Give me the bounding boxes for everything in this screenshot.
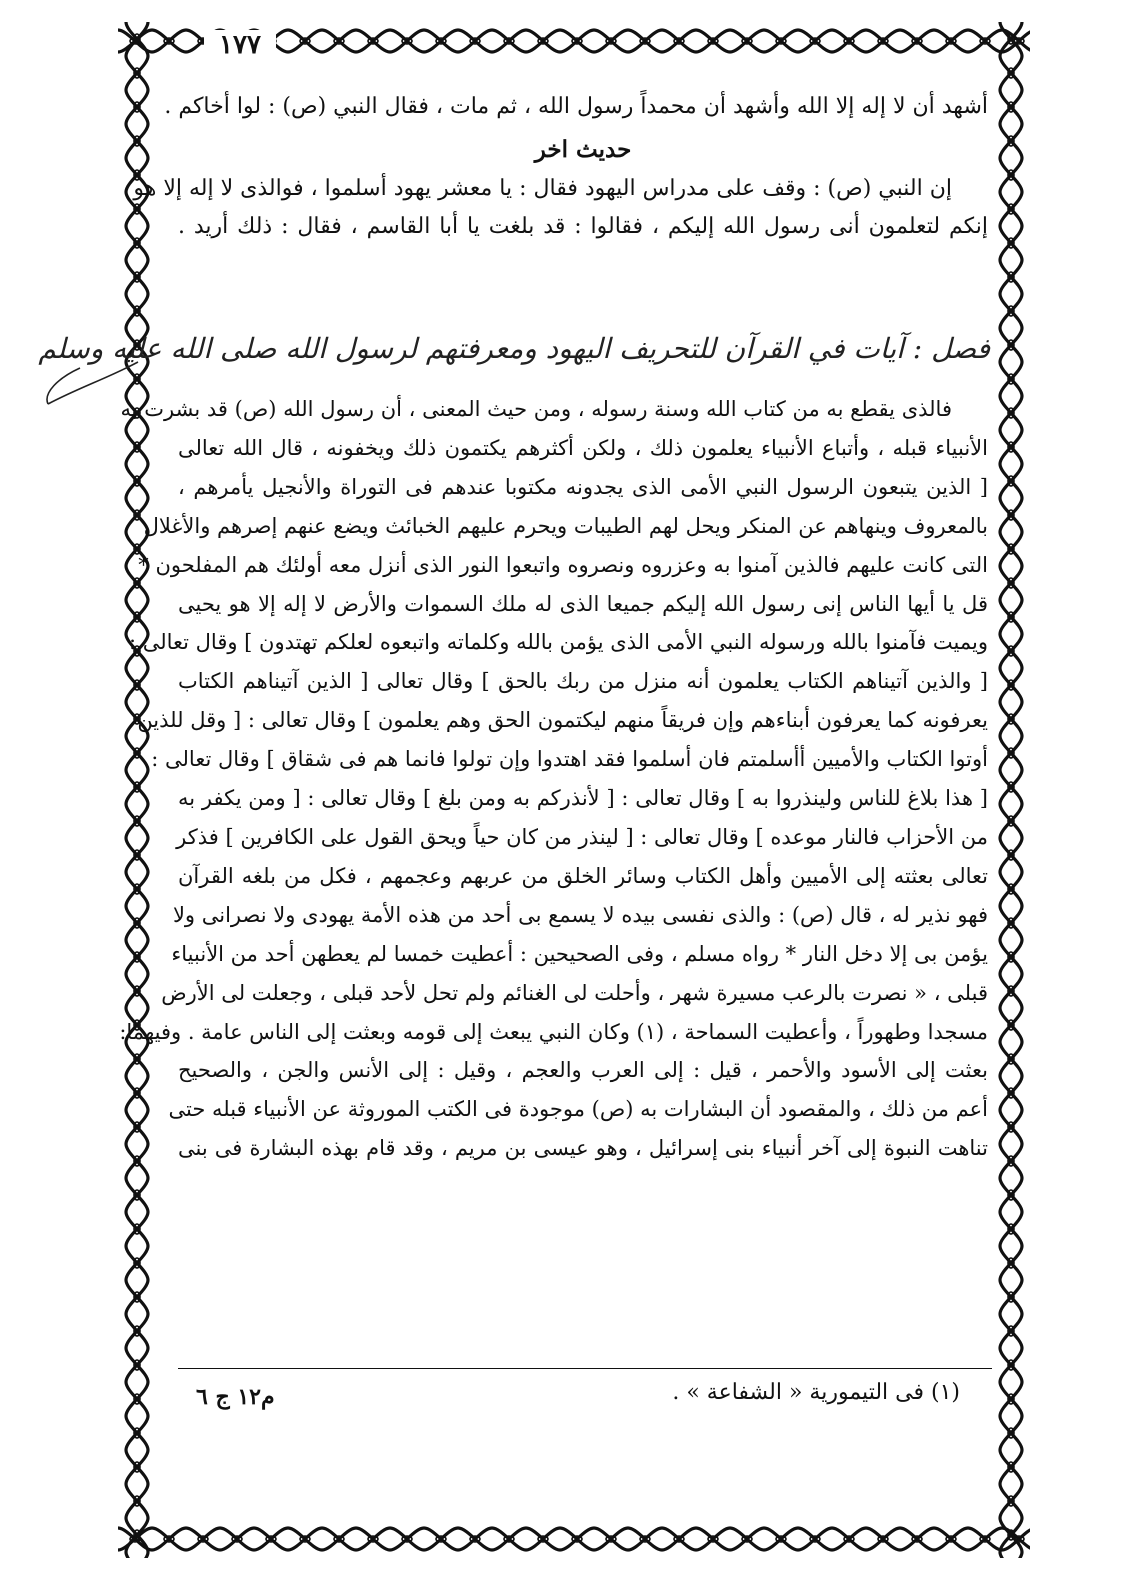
page-top-text [133,88,988,246]
body-line: مسجدا وطهوراً ، وأعطيت السماحة ، (١) وكان النبي يبعث إلى قومه وبعثت إلى الناس عامة . وفيهما: [119,1019,988,1044]
body-line: أوتوا الكتاب والأميين أأسلمتم فان أسلموا فقد اهتدوا وإن تولوا فانما هم فى شقاق ] وقال تعالى : [151,747,988,772]
section-heading: حديث اخر [534,136,632,163]
body-line: أعم من ذلك ، والمقصود أن البشارات به (ص) موجودة فى الكتب الموروثة عن الأنبياء قبله حتى [168,1097,988,1122]
body-line: قل يا أيها الناس إنى رسول الله إليكم جميعا الذى له ملك السموات والأرض لا إله إلا هو يحيى [178,591,988,616]
hadith-line: إنكم لتعلمون أنى رسول الله إليكم ، فقالوا : قد بلغت يا أبا القاسم ، فقال : ذلك أريد . [178,214,988,240]
body-line: تناهت النبوة إلى آخر أنبياء بنى إسرائيل ، وهو عيسى بن مريم ، وقد قام بهذه البشارة فى بنى [178,1136,988,1161]
intro-line: أشهد أن لا إله إلا الله وأشهد أن محمداً رسول الله ، ثم مات ، فقال النبي (ص) : لوا أخاكم . [164,94,988,119]
footnote: (١) فى التيمورية « الشفاعة » . [672,1380,960,1405]
body-line: من الأحزاب فالنار موعده ] وقال تعالى : [ لينذر من كان حياً ويحق القول على الكافرين ] فذكر [176,824,988,849]
body-line: تعالى بعثته إلى الأميين وأهل الكتاب وسائر الخلق من عربهم وعجمهم ، فكل من بلغه القرآن [178,863,988,888]
body-line: [ والذين آتيناهم الكتاب يعلمون أنه منزل من ربك بالحق ] وقال تعالى [ الذين آتيناهم الكتاب [178,669,988,694]
body-line: يعرفونه كما يعرفون أبناءهم وإن فريقاً منهم ليكتمون الحق وهم يعلمون ] وقال تعالى : [ وقل للذين [137,708,988,733]
hadith-line: إن النبي (ص) : وقف على مدراس اليهود فقال : يا معشر يهود أسلموا ، فوالذى لا إله إلا هو [133,176,952,201]
body-line: فالذى يقطع به من كتاب الله وسنة رسوله ، ومن حيث المعنى ، أن رسول الله (ص) قد بشرت به [120,397,952,421]
body-line: يؤمن بى إلا دخل النار * رواه مسلم ، وفى الصحيحين : أعطيت خمسا لم يعطهن أحد من الأنبياء [171,941,988,966]
body-line: التى كانت عليهم فالذين آمنوا به وعزروه ونصروه واتبعوا النور الذى أنزل معه أولئك هم المفلحون * [138,552,988,577]
body-line: [ هذا بلاغ للناس ولينذروا به ] وقال تعالى : [ لأنذركم به ومن بلغ ] وقال تعالى : [ ومن يكفر به [178,786,988,811]
handwritten-note: فصل : آيات في القرآن للتحريف اليهود ومعرفتهم لرسول الله صلى الله عليه وسلم [38,332,990,365]
border-bottom-ornament [118,1520,1030,1558]
main-body-text [119,390,988,1168]
signature-mark: م١٢ ج ٦ [196,1384,275,1410]
body-line: الأنبياء قبله ، وأتباع الأنبياء يعلمون ذلك ، ولكن أكثرهم يكتمون ذلك ويخفونه ، قال الله تعالى [178,435,988,460]
body-line: [ الذين يتبعون الرسول النبي الأمى الذى يجدونه مكتوبا عندهم فى التوراة والأنجيل يأمرهم ، [178,474,988,499]
body-line: قبلى ، « نصرت بالرعب مسيرة شهر ، وأحلت لى الغنائم ولم تحل لأحد قبلى ، وجعلت لى الأرض [161,980,988,1005]
page-number: ١٧٧ [204,30,276,60]
body-line: ويميت فآمنوا بالله ورسوله النبي الأمى الذى يؤمن بالله وكلماته واتبعوه لعلكم تهتدون ] وقال تعالى : [128,630,988,655]
body-line: بالمعروف وينهاهم عن المنكر ويحل لهم الطيبات ويحرم عليهم الخبائث ويضع عنهم إصرهم والأغلال [143,513,988,538]
border-right-ornament [992,22,1030,1558]
body-line: فهو نذير له ، قال (ص) : والذى نفسى بيده لا يسمع بى أحد من هذه الأمة يهودى ولا نصرانى ولا [172,902,988,927]
border-left-ornament [118,22,156,1558]
body-line: بعثت إلى الأسود والأحمر ، قيل : إلى العرب والعجم ، وقيل : إلى الأنس والجن ، والصحيح [178,1058,988,1083]
footnote-divider [178,1368,992,1369]
